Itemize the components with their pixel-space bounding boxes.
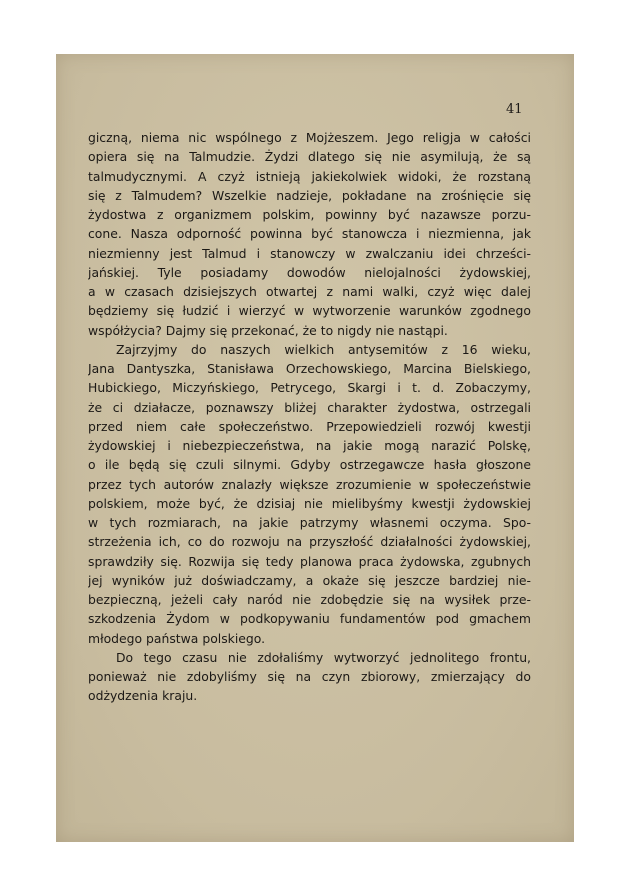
- text-line: młodego państwa polskiego.: [88, 630, 266, 646]
- text-line: żydowskiej i niebezpieczeństwa, na jakie mogą narazić Polskę,: [88, 438, 531, 453]
- text-line: strzeżenia ich, co do rozwoju na przyszłość działalności żydowskiej,: [88, 534, 531, 550]
- text-line: jańskiej. Tyle posiadamy dowodów nielojalności żydowskiej,: [88, 264, 531, 280]
- text-line: przed niem całe społeczeństwo. Przepowiedzieli rozwój kwestji: [88, 418, 531, 434]
- page-number: 41: [506, 102, 523, 117]
- text-line: Do tego czasu nie zdołaliśmy wytworzyć jednolitego frontu,: [116, 649, 531, 665]
- text-line: sprawdziły się. Rozwija się tedy planowa praca żydowska, zgubnych: [88, 553, 531, 569]
- text-line: o ile będą się czuli silnymi. Gdyby ostrzegawcze hasła głoszone: [88, 457, 531, 473]
- text-line: przez tych autorów znalazły większe zrozumienie w społeczeństwie: [88, 476, 531, 492]
- text-line: bezpieczną, jeżeli cały naród nie zdobędzie się na wysiłek prze-: [88, 592, 531, 607]
- text-line: Jana Dantyszka, Stanisława Orzechowskiego, Marcina Bielskiego,: [88, 361, 531, 376]
- body-text: [88, 128, 531, 706]
- text-line: w tych rozmiarach, na jakie patrzymy własnemi oczyma. Spo-: [88, 515, 531, 530]
- text-line: że ci działacze, poznawszy bliżej charakter żydostwa, ostrzegali: [88, 399, 531, 415]
- text-line: Zajrzyjmy do naszych wielkich antysemitów z 16 wieku,: [116, 341, 531, 357]
- text-line: się z Talmudem? Wszelkie nadzieje, pokładane na zrośnięcie się: [88, 187, 531, 203]
- text-line: niezmienny jest Talmud i stanowczy w zwalczaniu idei chrześci-: [88, 245, 531, 261]
- text-line: żydostwa z organizmem polskim, powinny być nazawsze porzu-: [88, 207, 531, 222]
- text-line: szkodzenia Żydom w podkopywaniu fundamentów pod gmachem: [88, 611, 531, 627]
- text-line: polskiem, może być, że dzisiaj nie mielibyśmy kwestji żydowskiej: [88, 495, 531, 511]
- text-line: Hubickiego, Miczyńskiego, Petrycego, Skargi i t. d. Zobaczymy,: [88, 380, 531, 396]
- text-line: będziemy się łudzić i wierzyć w wytworzenie warunków zgodnego: [88, 303, 531, 319]
- text-line: cone. Nasza odporność powinna być stanowcza i niezmienna, jak: [88, 226, 531, 242]
- text-line: a w czasach dzisiejszych otwartej z nami walki, czyż więc dalej: [88, 284, 531, 299]
- text-line: giczną, niema nic wspólnego z Mojżeszem. Jego religja w całości: [88, 130, 531, 145]
- text-line: odżydzenia kraju.: [88, 688, 198, 704]
- text-line: jej wyników już doświadczamy, a okaże się jeszcze bardziej nie-: [88, 572, 531, 588]
- text-line: ponieważ nie zdobyliśmy się na czyn zbiorowy, zmierzający do: [88, 669, 531, 684]
- text-line: opiera się na Talmudzie. Żydzi dlatego się nie asymilują, że są: [88, 149, 531, 165]
- text-line: współżycia? Dajmy się przekonać, że to nigdy nie nastąpi.: [88, 322, 448, 338]
- text-line: talmudycznymi. A czyż istnieją jakiekolwiek widoki, że rozstaną: [88, 168, 531, 184]
